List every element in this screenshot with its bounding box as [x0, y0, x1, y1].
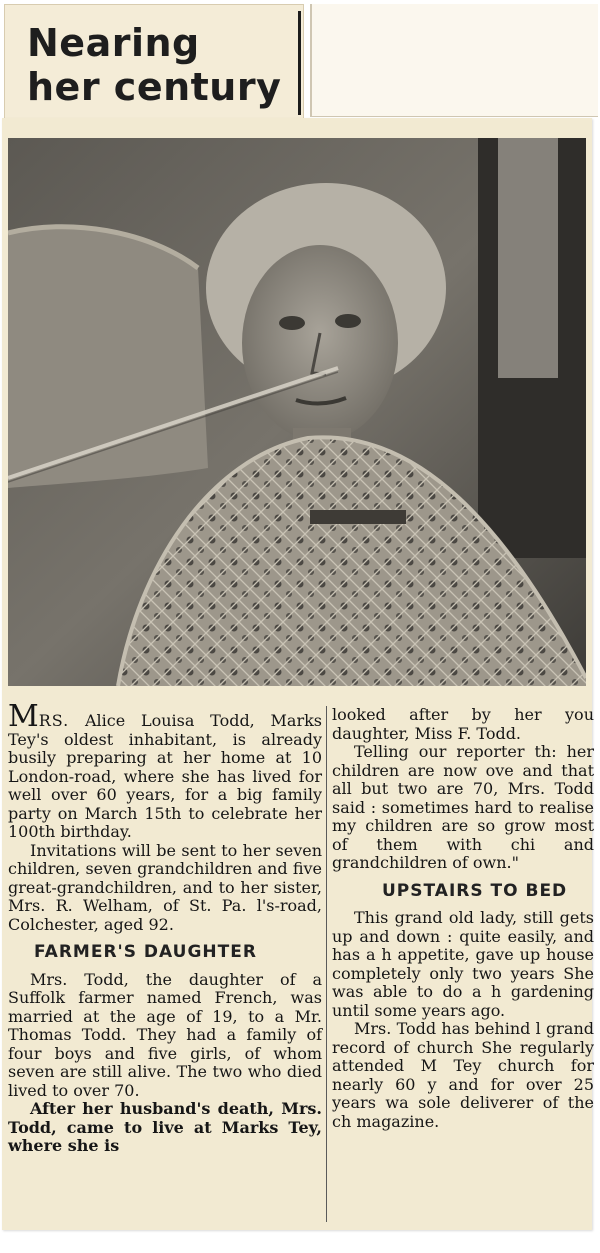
headline-line-1: Nearing	[27, 21, 200, 65]
article-paragraph: After her husband's death, Mrs. Todd, came to live at Marks Tey, where she is	[8, 1099, 322, 1155]
drop-cap: M	[8, 699, 39, 734]
subheading-farmers-daughter: FARMER'S DAUGHTER	[34, 942, 257, 962]
lead-caps: RS.	[38, 711, 70, 730]
article-paragraph: Invitations will be sent to her seven children, seven grandchildren and five great-grandchildren, and to her sister, Mrs. R. Welham, of St. Pa. l's-road, Colchester, aged 92.	[8, 840, 322, 934]
article-paragraph	[8, 699, 322, 842]
article-column-right	[332, 706, 594, 1131]
article-paragraph: looked after by her you daughter, Miss F. Todd.	[332, 706, 594, 743]
headline-clipping	[4, 4, 304, 120]
column-divider	[326, 706, 327, 1222]
article-paragraph: Mrs. Todd, the daughter of a Suffolk farmer named French, was married at the age of 19, to a Mr. Thomas Todd. They had a family of four boys and five girls, of whom seven are still alive. The two who died lived to over 70.	[8, 969, 322, 1100]
article-paragraph: Mrs. Todd has behind l grand record of church She regularly attended M Tey church for nearly 60 y and for over 25 years wa sole deliverer of the ch magazine.	[332, 1019, 594, 1131]
article-paragraph: This grand old lady, still gets up and down : quite easily, and has a h appetite, gave up house completely only two years She was able to do a h gardening until some years ago.	[332, 908, 594, 1020]
backing-paper-strip	[310, 4, 598, 117]
portrait-photo-icon	[8, 138, 586, 686]
headline-line-2: her century	[27, 65, 282, 109]
article-column-left	[8, 699, 322, 1156]
subheading-upstairs-to-bed: UPSTAIRS TO BED	[382, 880, 568, 901]
headline-box	[11, 11, 301, 115]
paragraph-text: Alice Louisa Todd, Marks Tey's oldest inhabitant, is already busily preparing at her home at 10 London-road, where she has lived for well over 60 years, for a big family party on March 15th to celebrate her 100th birthday.	[8, 711, 322, 841]
article-paragraph: Telling our reporter th: her children are now ove and that all but two are 70, Mrs. Todd said : sometimes hard to realise my children are so grow most of them with chi and grandchildren of own."	[332, 742, 594, 872]
